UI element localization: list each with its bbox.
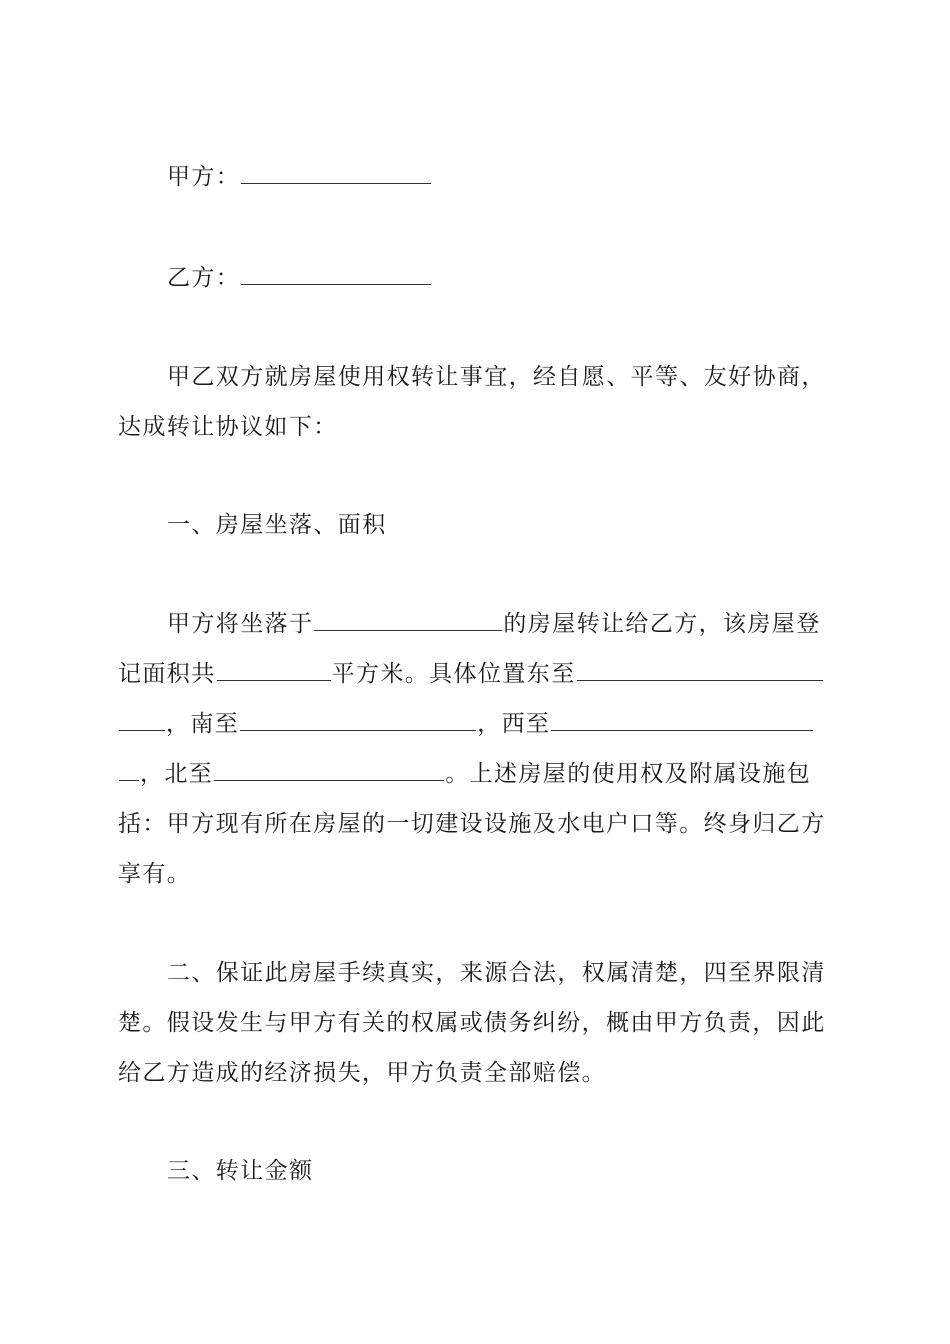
party-a-blank — [241, 163, 431, 184]
intro-line-1: 甲乙双方就房屋使用权转让事宜，经自愿、平等、友好协商， — [167, 364, 826, 390]
east-blank-cont — [119, 710, 165, 731]
section-1-line-6: 享有。 — [118, 861, 192, 887]
west-blank — [551, 710, 813, 731]
north-blank — [214, 760, 444, 781]
location-blank — [314, 610, 502, 631]
text: ，西至 — [477, 711, 551, 737]
text: 。上述房屋的使用权及附属设施包 — [445, 761, 812, 787]
intro-line-2: 达成转让协议如下： — [118, 414, 338, 440]
south-blank — [240, 710, 476, 731]
section-2-line-2: 楚。假设发生与甲方有关的权属或债务纠纷，概由甲方负责，因此 — [118, 1010, 826, 1036]
section-2-line-1: 二、保证此房屋手续真实，来源合法，权属清楚，四至界限清 — [167, 960, 826, 986]
section-3-heading: 三、转让金额 — [167, 1158, 314, 1184]
party-a-label: 甲方： — [167, 164, 241, 190]
section-2-line-3: 给乙方造成的经济损失，甲方负责全部赔偿。 — [118, 1060, 606, 1086]
section-1-heading: 一、房屋坐落、面积 — [167, 512, 387, 538]
text: 的房屋转让给乙方，该房屋登 — [503, 611, 821, 637]
text: 记面积共 — [118, 661, 216, 687]
section-1-line-1 — [118, 609, 881, 639]
party-b-label: 乙方： — [167, 265, 241, 291]
east-blank — [577, 660, 823, 681]
section-1-line-5: 括：甲方现有所在房屋的一切建设设施及水电户口等。终身归乙方 — [118, 811, 826, 837]
text: ，南至 — [166, 711, 240, 737]
west-blank-cont — [119, 760, 139, 781]
party-b-blank — [241, 264, 431, 285]
party-b-line — [167, 263, 432, 293]
party-a-line — [167, 162, 432, 192]
section-1-line-2 — [118, 659, 832, 689]
section-1-line-3 — [118, 709, 832, 739]
text: 平方米。具体位置东至 — [331, 661, 576, 687]
area-blank — [217, 660, 331, 681]
section-1-line-4 — [118, 759, 832, 789]
text: 甲方将坐落于 — [167, 611, 314, 637]
text: ，北至 — [140, 761, 214, 787]
